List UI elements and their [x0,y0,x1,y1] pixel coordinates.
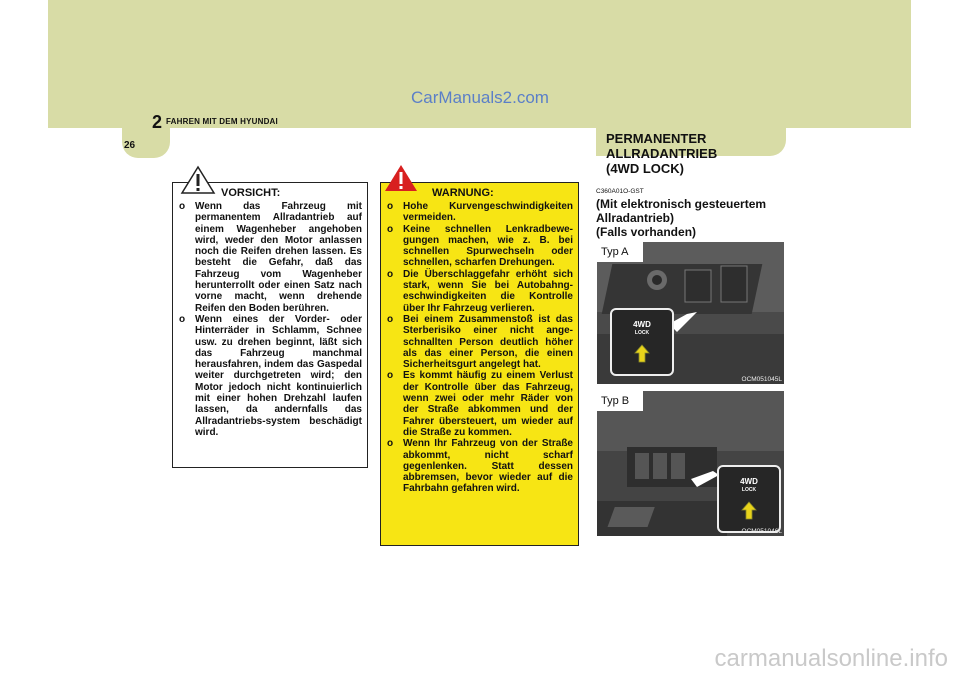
figure-reference: OCM051045L [741,376,782,383]
warning-triangle-icon [383,163,419,193]
warning-title: WARNUNG: [432,187,494,199]
switch-sublabel: LOCK [741,487,757,493]
bullet: o [387,268,394,280]
section-title-line: PERMANENTER [606,131,707,146]
list-item-text: Bei einem Zusammenstoß ist das Sterberisiko einer nicht ange-schnallten Person deutlich höher als das einer Person, die einen Sicherheitsgurt angelegt hat. [403,313,573,371]
bullet: o [387,223,394,235]
subhead-line: (Mit elektronisch gesteuertem [596,197,767,211]
switch-label: 4WD [740,477,758,486]
list-item [387,224,573,269]
subhead-line: Allradantrieb) [596,211,675,225]
figure-typ-a [597,242,784,384]
section-title [606,131,786,176]
list-item [179,201,362,314]
watermark-link-bottom[interactable]: carmanualsonline.info [714,645,948,672]
figure-reference: OCM051046L [741,528,782,535]
list-item-text: Hohe Kurvengeschwindigkeiten vermeiden. [403,201,573,224]
list-item [387,370,573,438]
figure-label: Typ A [597,242,643,262]
figure-typ-b [597,391,784,536]
bullet: o [387,201,394,212]
bullet: o [387,438,394,450]
list-item-text: Es kommt häufig zu einem Verlust der Kontrolle über das Fahrzeug, wenn zwei oder mehr Räder von der Straße abkommen und der Fahrer übersteuert, um wieder auf die Straße zu kommen. [403,370,573,438]
bullet: o [179,313,186,325]
caution-box [172,182,368,468]
switch-sublabel: LOCK [634,330,650,336]
caution-title: VORSICHT: [221,187,281,199]
4wd-lock-switch [610,308,674,376]
section-title-line: ALLRADANTRIEB [606,146,718,161]
arrow-up-icon [634,344,650,364]
section-code: C360A01O-GST [596,188,644,195]
bullet: o [387,370,394,382]
list-item [387,201,573,224]
caution-triangle-icon [180,165,216,195]
switch-label: 4WD [633,320,651,329]
bullet: o [179,201,186,212]
section-subhead [596,197,786,239]
list-item-text: Die Überschlaggefahr erhöht sich stark, wenn Sie bei Autobahng-eschwindigkeiten die Kontrolle über Ihr Fahrzeug verlieren. [403,268,573,314]
list-item [387,314,573,370]
figure-label: Typ B [597,391,643,411]
warning-list [387,201,573,495]
caution-list [179,201,362,438]
list-item [179,314,362,438]
watermark-link-top[interactable]: CarManuals2.com [411,88,549,107]
chapter-title: FAHREN MIT DEM HYUNDAI [166,117,278,126]
warning-box [380,182,579,546]
list-item-text: Wenn eines der Vorder- oder Hinterräder in Schlamm, Schnee usw. zu drehen beginnt, läßt sich das Fahrzeug manchmal herausfahren, indem das Gaspedal weiter durchgetreten wird; den Motor jedoch nicht kontinuierlich mit einer hohen Drehzahl laufen lassen, da andernfalls das Allradantriebs-system beschädigt wird. [195,313,362,438]
bullet: o [387,313,394,325]
chapter-number: 2 [152,112,163,132]
arrow-up-icon [741,501,757,521]
list-item [387,269,573,314]
list-item-text: Wenn das Fahrzeug mit permanentem Allradantrieb auf einem Wagenheber angehoben wird, weder den Motor anlassen noch die Reifen drehen lassen. Es besteht die Gefahr, daß das Fahrzeug vom Wagenheber herunterrollt oder einen Satz nach vorne macht, wenn drehende Reifen den Boden berühren. [195,201,362,314]
subhead-line: (Falls vorhanden) [596,225,697,239]
list-item [387,438,573,494]
section-title-line: (4WD LOCK) [606,161,684,176]
4wd-lock-switch [717,465,781,533]
list-item-text: Keine schnellen Lenkradbewe-gungen machen, wie z. B. bei schnellen Spurwechseln oder schnellen, scharfen Drehungen. [403,223,573,269]
page-number: 26 [124,140,136,151]
list-item-text: Wenn Ihr Fahrzeug von der Straße abkommt, nicht scharf gegenlenken. Statt dessen abbremsen, bevor wieder auf die Fahrbahn gefahren wird. [403,438,573,495]
